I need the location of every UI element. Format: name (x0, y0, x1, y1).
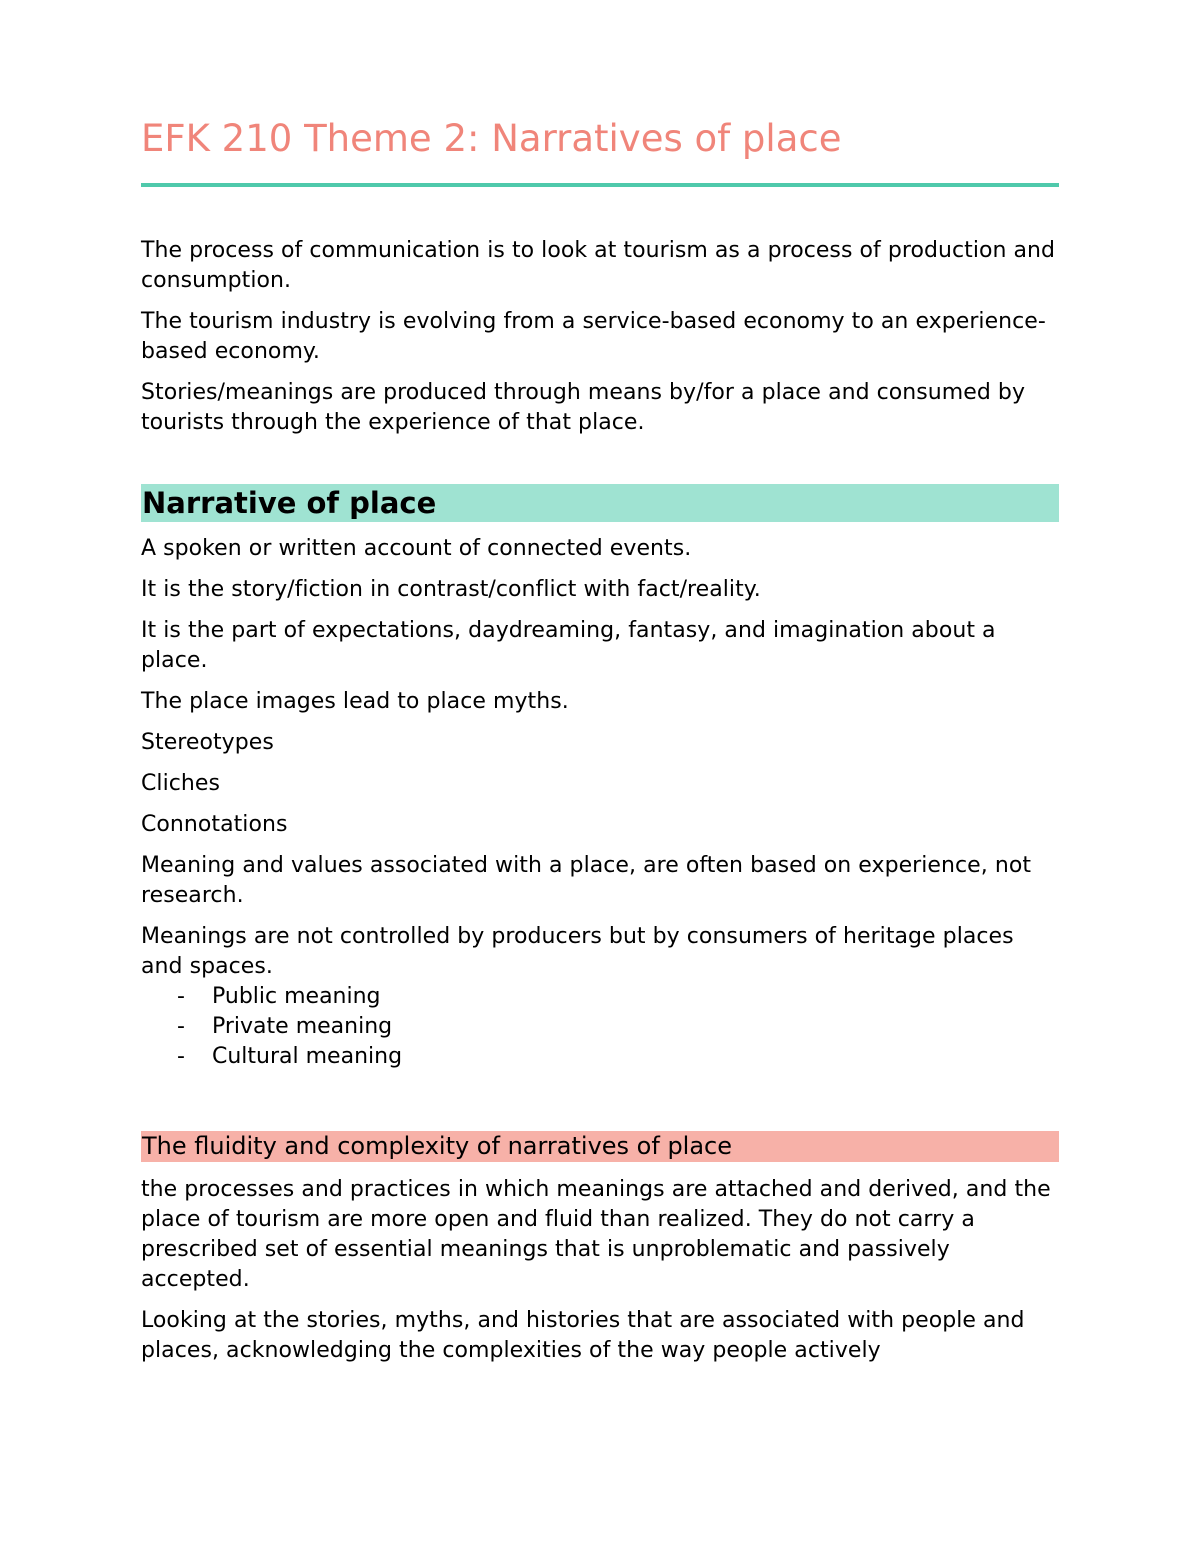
dash-bullet: - (177, 1044, 185, 1069)
list-item (141, 1012, 1059, 1042)
title-underline-rule (141, 183, 1059, 187)
narrative-of-place-section (141, 534, 1059, 1072)
list-item-text: Public meaning (212, 984, 381, 1009)
section1-paragraph: It is the part of expectations, daydreaming, fantasy, and imagination about a place. (141, 618, 996, 673)
section1-paragraph: Meaning and values associated with a place, are often based on experience, not research. (141, 853, 1032, 908)
section-heading-narrative-of-place: Narrative of place (141, 484, 1059, 522)
section1-paragraph: It is the story/fiction in contrast/conflict with fact/reality. (141, 577, 761, 602)
section2-paragraph: Looking at the stories, myths, and histories that are associated with people and places, acknowledging the complexities of the way people actively (141, 1308, 1025, 1363)
intro-section (141, 236, 1059, 449)
list-item (141, 1042, 1059, 1072)
section1-paragraph: Meanings are not controlled by producers but by consumers of heritage places and spaces. (141, 924, 1014, 979)
list-item-text: Cultural meaning (212, 1044, 403, 1069)
section1-paragraph: Cliches (141, 771, 220, 796)
section1-paragraph: Stereotypes (141, 730, 274, 755)
list-item (141, 982, 1059, 1012)
section1-paragraph: A spoken or written account of connected events. (141, 536, 692, 561)
intro-paragraph-2: The tourism industry is evolving from a service-based economy to an experience-based economy. (141, 309, 1046, 364)
intro-paragraph-1: The process of communication is to look at tourism as a process of production and consumption. (141, 238, 1056, 293)
intro-paragraph-3: Stories/meanings are produced through means by/for a place and consumed by tourists through the experience of that place. (141, 380, 1026, 435)
document-title: EFK 210 Theme 2: Narratives of place (141, 117, 842, 160)
list-item-text: Private meaning (212, 1014, 393, 1039)
section-heading-fluidity: The fluidity and complexity of narratives of place (141, 1131, 1059, 1162)
section1-paragraph: Connotations (141, 812, 288, 837)
section2-paragraph: the processes and practices in which meanings are attached and derived, and the place of tourism are more open and fluid than realized. They do not carry a prescribed set of essential meanings that is unproblematic and passively accepted. (141, 1177, 1051, 1292)
fluidity-section (141, 1175, 1059, 1377)
section1-paragraph: The place images lead to place myths. (141, 689, 569, 714)
dash-bullet: - (177, 1014, 185, 1039)
meaning-types-list (141, 982, 1059, 1072)
dash-bullet: - (177, 984, 185, 1009)
